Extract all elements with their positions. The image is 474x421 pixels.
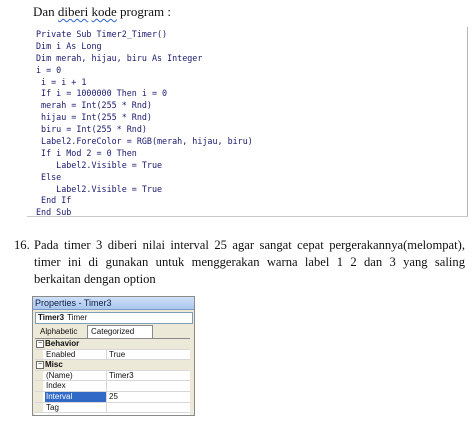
intro-text — [33, 4, 171, 20]
question-text — [34, 237, 465, 288]
intro-after: program : — [116, 4, 171, 19]
code-line: Else — [36, 171, 62, 182]
code-line: i = i + 1 — [36, 76, 87, 87]
properties-title: Properties - Timer3 — [33, 297, 194, 310]
code-line: End If — [36, 195, 72, 206]
row-gutter — [35, 403, 43, 413]
property-row[interactable] — [35, 392, 190, 403]
property-grid — [35, 338, 190, 415]
property-name: Misc — [45, 360, 63, 370]
property-category[interactable] — [35, 360, 190, 371]
property-value[interactable]: True — [109, 349, 126, 359]
code-line: End Sub — [36, 207, 72, 218]
code-line: Label2.Visible = True — [36, 183, 163, 194]
question-line-1: Pada timer 3 diberi nilai interval 25 agar sangat cepat pergerakannya(melompat), — [34, 238, 465, 252]
code-line: Label2.ForeColor = RGB(merah, hijau, biru) — [36, 136, 253, 147]
question-number: 16. — [14, 238, 30, 252]
property-name: Interval — [45, 392, 107, 402]
property-name: Behavior — [45, 339, 80, 348]
property-row[interactable] — [35, 403, 190, 414]
object-name: Timer3 — [38, 313, 65, 322]
code-line: i = 0 — [36, 64, 62, 75]
code-line: If i Mod 2 = 0 Then — [36, 147, 137, 158]
intro-word-diberi: diberi — [57, 4, 89, 19]
row-gutter — [35, 392, 43, 402]
code-line: merah = Int(255 * Rnd) — [36, 100, 152, 111]
code-line: biru = Int(255 * Rnd) — [36, 124, 147, 135]
code-block — [36, 29, 253, 219]
properties-window — [32, 296, 195, 416]
code-line: Private Sub Timer2_Timer() — [36, 29, 168, 39]
property-row[interactable] — [35, 350, 190, 361]
question-line-3: berkaitan dengan option — [34, 272, 156, 286]
property-name: (Name) — [45, 371, 107, 381]
intro-before: Dan — [33, 4, 58, 19]
tab-categorized[interactable]: Categorized — [87, 325, 153, 338]
question-line-2: timer ini di gunakan untuk menggerakan warna label 1 2 dan 3 yang saling — [34, 255, 465, 269]
property-name: Index — [45, 381, 107, 391]
row-gutter — [35, 371, 43, 381]
code-line: Label2.Visible = True — [36, 159, 163, 170]
code-line: Dim merah, hijau, biru As Integer — [36, 52, 203, 63]
code-line: If i = 1000000 Then i = 0 — [36, 88, 168, 99]
object-type: Timer — [67, 313, 88, 322]
property-name: Tag — [45, 403, 107, 413]
property-name: Enabled — [45, 350, 107, 360]
row-gutter — [35, 381, 43, 391]
property-row[interactable] — [35, 371, 190, 382]
tab-alphabetic[interactable]: Alphabetic — [37, 326, 91, 337]
property-category[interactable] — [35, 339, 190, 350]
property-value[interactable]: Timer3 — [109, 370, 134, 380]
code-line: hijau = Int(255 * Rnd) — [36, 112, 152, 123]
property-value[interactable]: 25 — [109, 392, 118, 401]
object-selector[interactable] — [35, 312, 193, 324]
collapse-icon[interactable]: − — [37, 340, 43, 347]
row-gutter — [35, 350, 43, 360]
code-line: Dim i As Long — [36, 40, 102, 51]
property-row[interactable] — [35, 381, 190, 392]
collapse-icon[interactable]: − — [37, 361, 43, 369]
intro-word-kode: kode — [91, 4, 117, 19]
